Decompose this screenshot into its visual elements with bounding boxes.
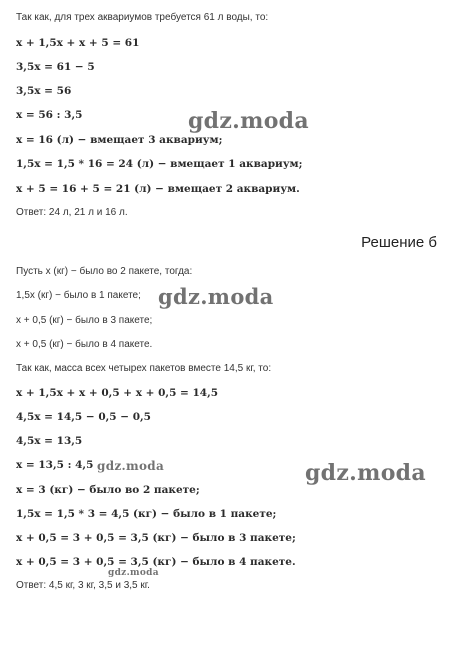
- section-heading: Решение б: [361, 234, 437, 251]
- equation-line: 3,5x = 56: [16, 85, 72, 97]
- text-line: Пусть x (кг) − было во 2 пакете, тогда:: [16, 266, 193, 277]
- equation-line: 4,5x = 13,5: [16, 435, 83, 447]
- answer-line: Ответ: 24 л, 21 л и 16 л.: [16, 207, 128, 218]
- watermark-logo: gdz.moda: [188, 108, 309, 134]
- answer-line: Ответ: 4,5 кг, 3 кг, 3,5 и 3,5 кг.: [16, 580, 150, 591]
- equation-line: x + 1,5x + x + 5 = 61: [16, 37, 140, 49]
- text-line: 1,5x (кг) − было в 1 пакете;: [16, 290, 141, 301]
- watermark-logo: gdz.moda: [158, 284, 274, 309]
- text-line: Так как, масса всех четырех пакетов вместе 14,5 кг, то:: [16, 363, 272, 374]
- watermark-logo: gdz.moda: [97, 459, 165, 473]
- equation-line: x + 0,5 = 3 + 0,5 = 3,5 (кг) − было в 4 пакете.: [16, 556, 296, 568]
- equation-line: x + 1,5x + x + 0,5 + x + 0,5 = 14,5: [16, 387, 219, 399]
- equation-line: x + 5 = 16 + 5 = 21 (л) − вмещает 2 аквариум.: [16, 183, 300, 195]
- equation-line: x + 0,5 = 3 + 0,5 = 3,5 (кг) − было в 3 пакете;: [16, 532, 296, 544]
- equation-line: 1,5x = 1,5 * 16 = 24 (л) − вмещает 1 аквариум;: [16, 158, 303, 170]
- equation-line: 3,5x = 61 − 5: [16, 61, 95, 73]
- text-line: Так как, для трех аквариумов требуется 61 л воды, то:: [16, 12, 269, 23]
- watermark-logo: gdz.moda: [305, 460, 426, 486]
- equation-line: 4,5x = 14,5 − 0,5 − 0,5: [16, 411, 151, 423]
- equation-line: x = 56 : 3,5: [16, 109, 83, 121]
- text-line: x + 0,5 (кг) − было в 4 пакете.: [16, 339, 153, 350]
- equation-line: x = 16 (л) − вмещает 3 аквариум;: [16, 134, 223, 146]
- equation-line: x = 3 (кг) − было во 2 пакете;: [16, 484, 200, 496]
- equation-line: 1,5x = 1,5 * 3 = 4,5 (кг) − было в 1 пакете;: [16, 508, 277, 520]
- text-line: x + 0,5 (кг) − было в 3 пакете;: [16, 315, 153, 326]
- equation-line: x = 13,5 : 4,5: [16, 459, 94, 471]
- watermark-logo: gdz.moda: [108, 568, 159, 578]
